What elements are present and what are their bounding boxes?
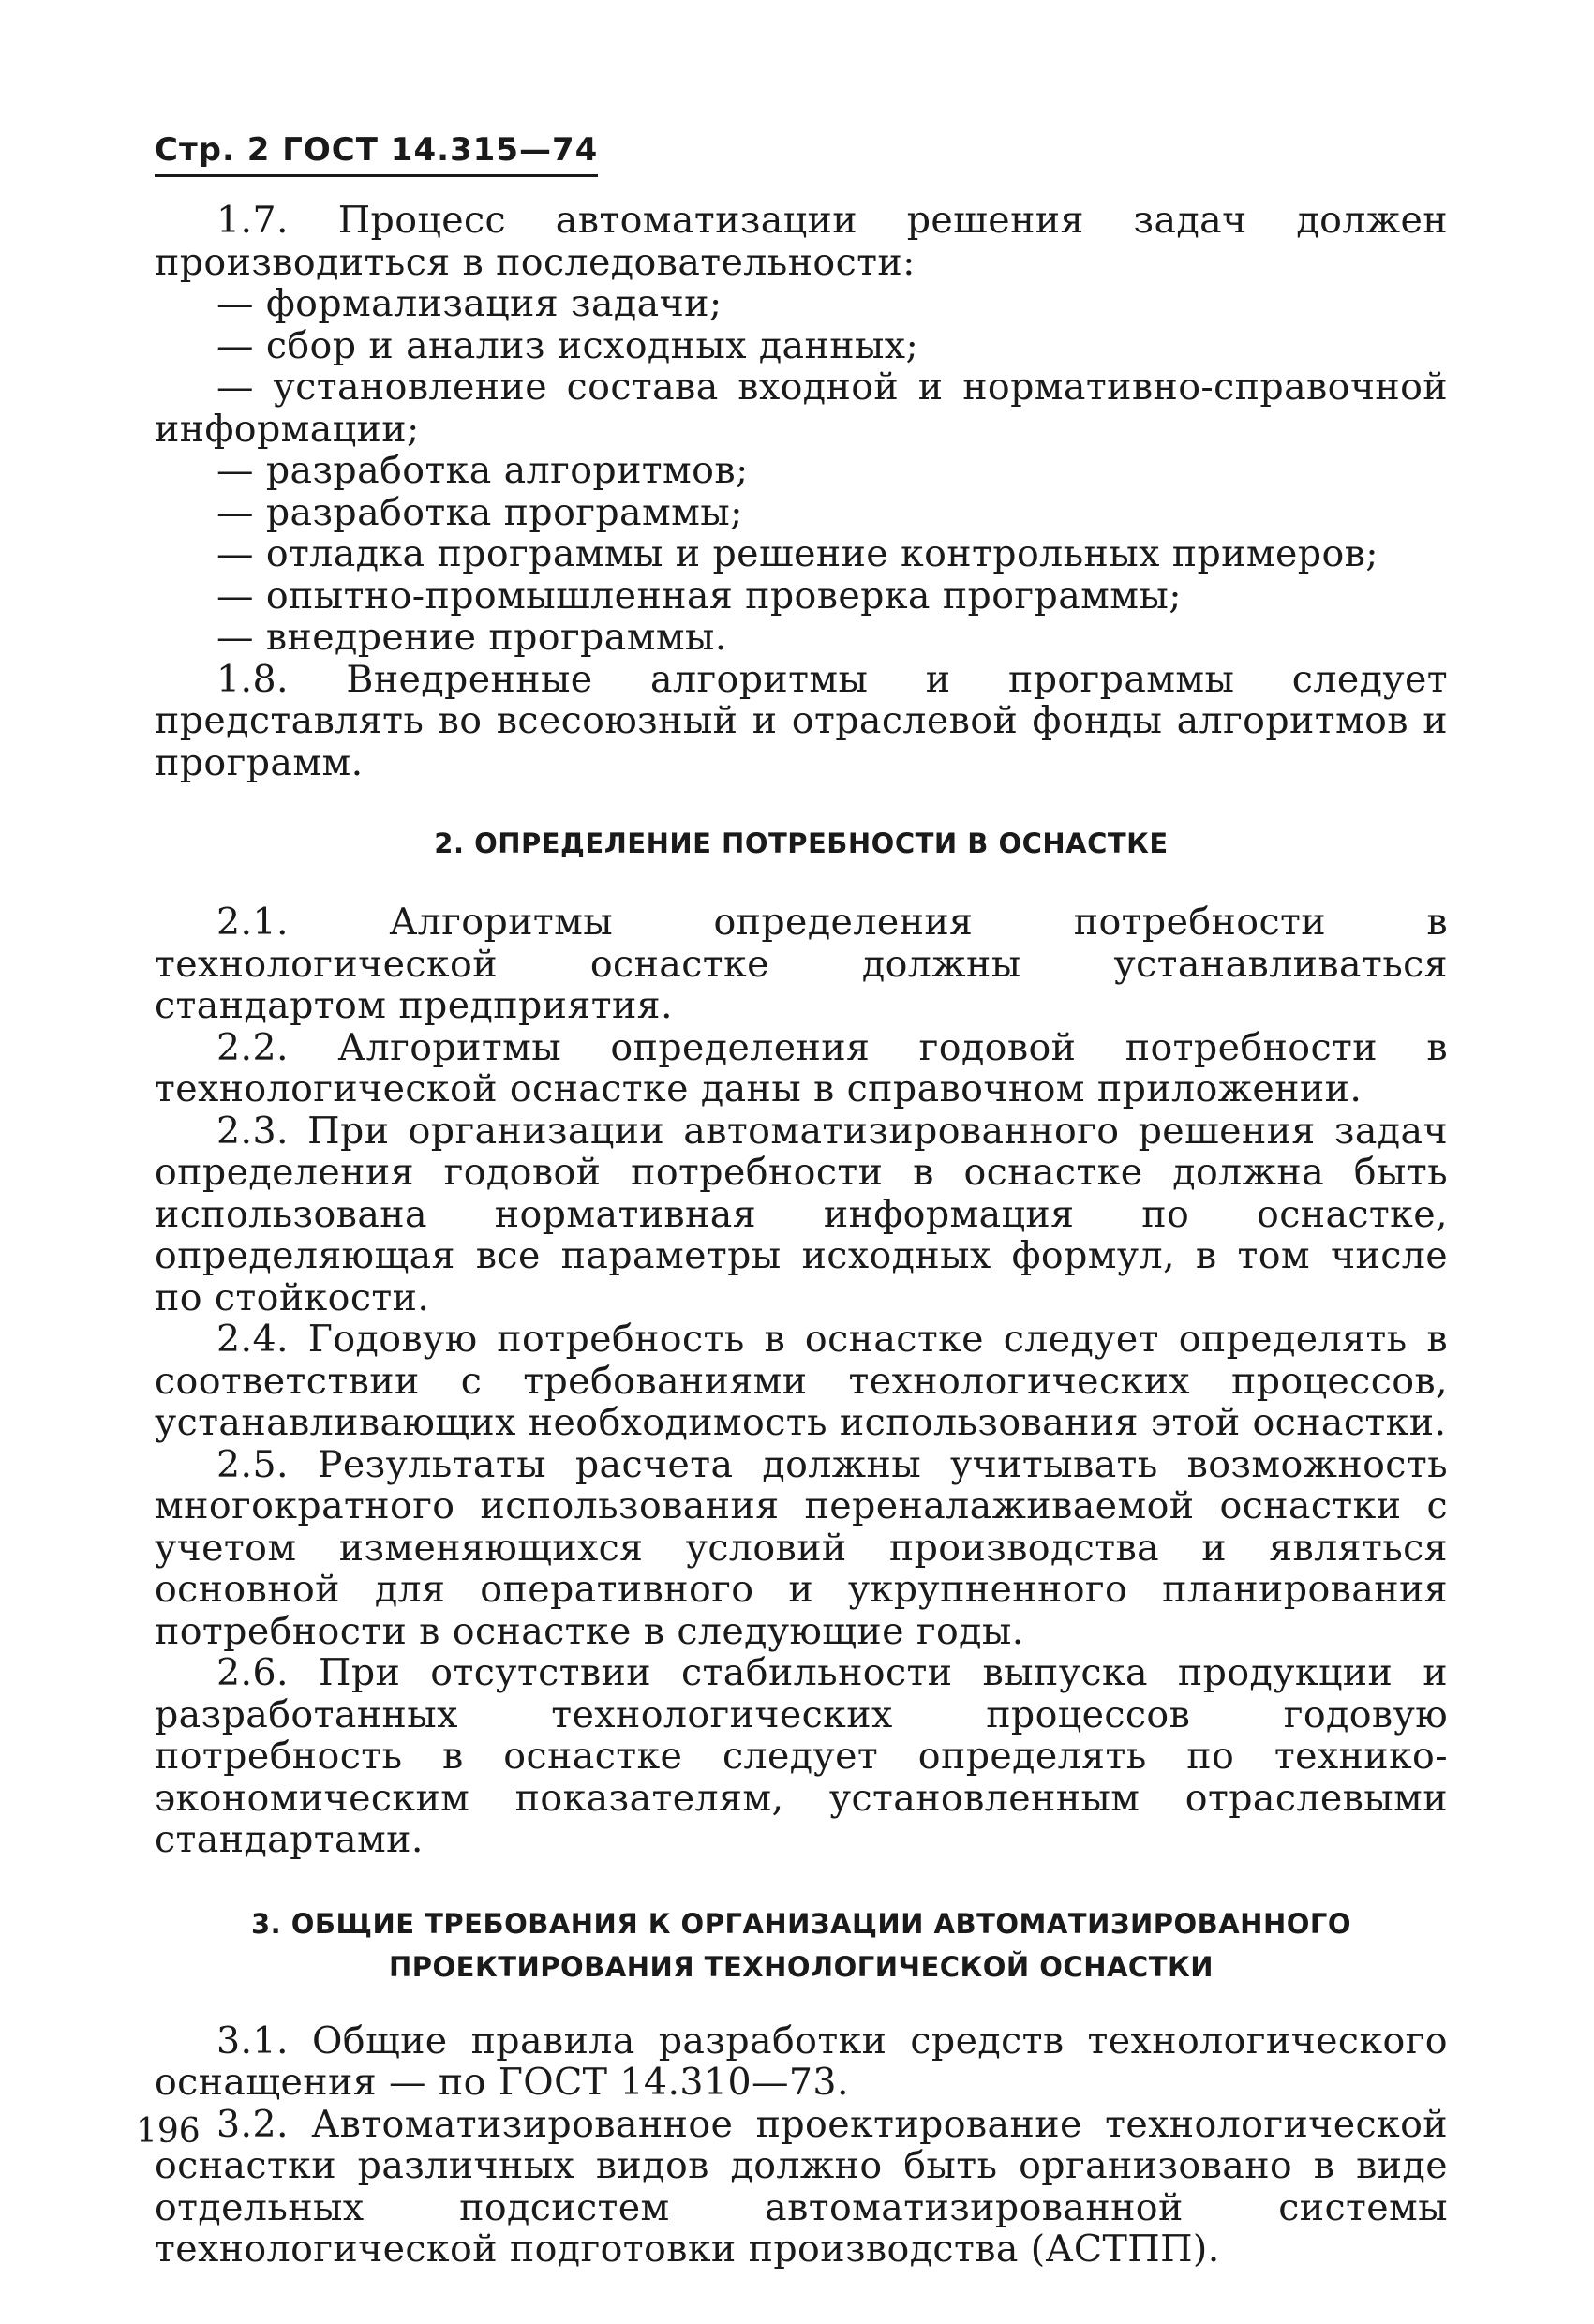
paragraph-2-4: 2.4. Годовую потребность в оснастке следует определять в соответствии с требованиями технологических процессов, устанавливающих необходимость использования этой оснастки.: [155, 1318, 1448, 1444]
list-item: — установление состава входной и нормативно-справочной информации;: [155, 365, 1448, 451]
paragraph-2-3: 2.3. При организации автоматизированного решения задач определения годовой потребности в оснастке должна быть использована нормативная информация по оснастке, определяющая все параметры исходных формул, в том числе по стойкости.: [155, 1109, 1448, 1319]
section-title-2: 2. ОПРЕДЕЛЕНИЕ ПОТРЕБНОСТИ В ОСНАСТКЕ: [434, 827, 1169, 859]
list-item: — опытно-промышленная проверка программы;: [216, 574, 1182, 618]
list-item: — сбор и анализ исходных данных;: [216, 323, 919, 367]
section-title-3-line-2: ПРОЕКТИРОВАНИЯ ТЕХНОЛОГИЧЕСКОЙ ОСНАСТКИ: [389, 1950, 1214, 1983]
paragraph-2-6: 2.6. При отсутствии стабильности выпуска продукции и разработанных технологических процессов годовую потребность в оснастке следует определять по технико-экономическим показателям, установленным отраслевыми стандартами.: [155, 1651, 1448, 1861]
paragraph-2-1: 2.1. Алгоритмы определения потребности в технологической оснастке должны устанавливаться стандартом предприятия.: [155, 901, 1448, 1027]
list-item: — разработка алгоритмов;: [216, 449, 749, 492]
list-item: — разработка программы;: [216, 490, 743, 534]
list-item: — внедрение программы.: [216, 616, 727, 659]
page-header: Стр. 2 ГОСТ 14.315—74: [155, 131, 598, 177]
paragraph-3-2: 3.2. Автоматизированное проектирование технологической оснастки различных видов должно быть организовано в виде отдельных подсистем автоматизированной системы технологической подготовки производства (АСТПП).: [155, 2102, 1448, 2271]
paragraph-1-8: 1.8. Внедренные алгоритмы и программы следует представлять во всесоюзный и отраслевой фонды алгоритмов и программ.: [155, 657, 1448, 784]
page-number: 196: [136, 2112, 201, 2151]
document-body: [155, 200, 1448, 2271]
section-title-3: [155, 1902, 1448, 1989]
paragraph-1-7: 1.7. Процесс автоматизации решения задач должен производиться в последовательности:: [155, 199, 1448, 284]
list-item: — отладка программы и решение контрольных примеров;: [216, 532, 1379, 575]
document-page: [136, 131, 1448, 2271]
paragraph-2-5: 2.5. Результаты расчета должны учитывать возможность многократного использования переналаживаемой оснастки с учетом изменяющихся условий производства и являться основной для оперативного и укрупненного планирования потребности в оснастке в следующие годы.: [155, 1442, 1448, 1653]
list-item: — формализация задачи;: [216, 282, 723, 325]
section-title-3-line-1: 3. ОБЩИЕ ТРЕБОВАНИЯ К ОРГАНИЗАЦИИ АВТОМАТИЗИРОВАННОГО: [250, 1907, 1352, 1940]
paragraph-2-2: 2.2. Алгоритмы определения годовой потребности в технологической оснастке даны в справочном приложении.: [155, 1025, 1448, 1110]
paragraph-3-1: 3.1. Общие правила разработки средств технологического оснащения — по ГОСТ 14.310—73.: [155, 2019, 1448, 2104]
